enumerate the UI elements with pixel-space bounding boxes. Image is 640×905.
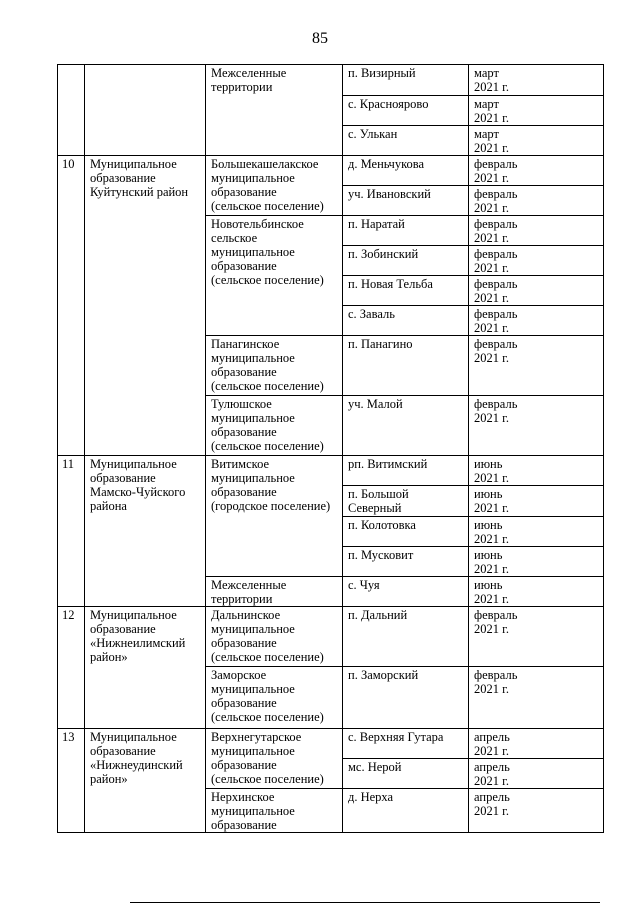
date-cell-line: 2021 г. (474, 774, 509, 788)
date-cell-line: 2021 г. (474, 351, 509, 365)
date-cell-line: июнь (474, 487, 503, 501)
row-number-cell: 13 (58, 729, 85, 833)
settlement-cell-line: с. Заваль (348, 307, 395, 321)
date-cell-line: апрель (474, 790, 510, 804)
date-cell (469, 517, 604, 547)
municipality-cell (85, 607, 206, 729)
date-cell-line: апрель (474, 760, 510, 774)
municipality-cell-line: «Нижнеудинский (90, 758, 183, 772)
municipality-cell-line: образование (90, 744, 156, 758)
settlement-cell (343, 517, 469, 547)
formation-cell-line: Панагинское (211, 337, 280, 351)
settlement-cell-line: п. Мусковит (348, 548, 414, 562)
municipality-cell-line: район» (90, 650, 128, 664)
formation-cell (206, 789, 343, 833)
table-row (58, 65, 604, 96)
settlement-cell-line: мс. Нерой (348, 760, 402, 774)
settlement-cell-line: с. Чуя (348, 578, 380, 592)
date-cell (469, 577, 604, 607)
formation-cell-line: Верхнегутарское (211, 730, 302, 744)
date-cell-line: март (474, 97, 499, 111)
settlement-cell (343, 96, 469, 126)
formation-cell (206, 65, 343, 156)
municipality-cell-line: Муниципальное (90, 157, 177, 171)
formation-cell-line: Дальнинское (211, 608, 281, 622)
date-cell (469, 216, 604, 246)
formation-cell (206, 396, 343, 456)
date-cell-line: 2021 г. (474, 291, 509, 305)
settlement-cell (343, 65, 469, 96)
formation-cell-line: Заморское (211, 668, 267, 682)
date-cell-line: июнь (474, 548, 503, 562)
settlement-cell-line: п. Большой (348, 487, 409, 501)
formation-cell-line: муниципальное (211, 171, 295, 185)
date-cell-line: 2021 г. (474, 171, 509, 185)
settlement-cell-line: п. Зобинский (348, 247, 419, 261)
table-row (58, 607, 604, 667)
date-cell (469, 96, 604, 126)
settlement-cell (343, 336, 469, 396)
formation-cell-line: территории (211, 592, 273, 606)
date-cell (469, 759, 604, 789)
municipality-cell-line: района (90, 499, 127, 513)
settlement-cell (343, 486, 469, 517)
formation-cell-line: (сельское поселение) (211, 273, 324, 287)
formation-cell (206, 729, 343, 789)
date-cell-line: 2021 г. (474, 411, 509, 425)
date-cell-line: июнь (474, 578, 503, 592)
formation-cell-line: муниципальное (211, 411, 295, 425)
formation-cell-line: Нерхинское (211, 790, 275, 804)
date-cell (469, 547, 604, 577)
formation-cell-line: (сельское поселение) (211, 650, 324, 664)
formation-cell-line: Тулюшское (211, 397, 272, 411)
formation-cell (206, 336, 343, 396)
date-cell-line: февраль (474, 608, 518, 622)
formation-cell-line: муниципальное (211, 622, 295, 636)
settlement-cell-line: уч. Ивановский (348, 187, 431, 201)
formation-cell-line: (сельское поселение) (211, 772, 324, 786)
date-cell (469, 729, 604, 759)
formation-cell-line: образование (211, 485, 277, 499)
settlement-cell (343, 306, 469, 336)
formation-cell-line: Витимское (211, 457, 270, 471)
municipality-cell-line: район» (90, 772, 128, 786)
date-cell (469, 156, 604, 186)
date-cell (469, 276, 604, 306)
formation-cell-line: образование (211, 259, 277, 273)
settlement-cell-line: рп. Витимский (348, 457, 428, 471)
municipality-cell-line: образование (90, 471, 156, 485)
formation-cell (206, 667, 343, 729)
formation-cell-line: муниципальное (211, 744, 295, 758)
date-cell-line: 2021 г. (474, 80, 509, 94)
date-cell-line: 2021 г. (474, 622, 509, 636)
settlement-cell (343, 759, 469, 789)
date-cell-line: 2021 г. (474, 141, 509, 155)
date-cell-line: март (474, 127, 499, 141)
date-cell-line: 2021 г. (474, 261, 509, 275)
date-cell (469, 126, 604, 156)
settlement-cell-line: с. Красноярово (348, 97, 429, 111)
settlement-cell-line: п. Наратай (348, 217, 405, 231)
row-number-cell (58, 65, 85, 156)
date-cell-line: июнь (474, 457, 503, 471)
date-cell-line: 2021 г. (474, 532, 509, 546)
municipality-cell-line: образование (90, 622, 156, 636)
date-cell-line: 2021 г. (474, 682, 509, 696)
formation-cell-line: Новотельбинское (211, 217, 304, 231)
municipality-cell (85, 65, 206, 156)
row-number-cell: 11 (58, 456, 85, 607)
formation-cell-line: (городское поселение) (211, 499, 331, 513)
date-cell-line: 2021 г. (474, 804, 509, 818)
date-cell-line: февраль (474, 397, 518, 411)
formation-cell-line: Большекашелакское (211, 157, 319, 171)
municipality-cell-line: Муниципальное (90, 608, 177, 622)
formation-cell-line: (сельское поселение) (211, 439, 324, 453)
date-cell-line: 2021 г. (474, 562, 509, 576)
date-cell-line: февраль (474, 217, 518, 231)
date-cell (469, 396, 604, 456)
settlement-cell-line: п. Дальний (348, 608, 408, 622)
settlement-cell-line: д. Меньчукова (348, 157, 425, 171)
date-cell-line: апрель (474, 730, 510, 744)
settlement-cell (343, 126, 469, 156)
date-cell-line: 2021 г. (474, 471, 509, 485)
date-cell-line: февраль (474, 668, 518, 682)
settlement-cell-line: п. Панагино (348, 337, 413, 351)
formation-cell-line: образование (211, 185, 277, 199)
formation-cell-line: (сельское поселение) (211, 199, 324, 213)
row-number-cell: 10 (58, 156, 85, 456)
settlement-cell (343, 607, 469, 667)
date-cell (469, 306, 604, 336)
date-cell-line: 2021 г. (474, 111, 509, 125)
date-cell (469, 336, 604, 396)
date-cell (469, 486, 604, 517)
formation-cell-line: муниципальное (211, 804, 295, 818)
municipality-cell-line: Муниципальное (90, 730, 177, 744)
settlement-cell (343, 396, 469, 456)
formation-cell-line: образование (211, 365, 277, 379)
date-cell-line: февраль (474, 337, 518, 351)
municipality-cell-line: Куйтунский район (90, 185, 189, 199)
date-cell (469, 65, 604, 96)
settlement-cell (343, 577, 469, 607)
table-row (58, 729, 604, 759)
settlement-cell (343, 667, 469, 729)
date-cell (469, 789, 604, 833)
settlement-cell-line: п. Визирный (348, 66, 416, 80)
settlement-cell (343, 789, 469, 833)
date-cell (469, 667, 604, 729)
date-cell-line: июнь (474, 518, 503, 532)
formation-cell-line: (сельское поселение) (211, 710, 324, 724)
formation-cell-line: образование (211, 696, 277, 710)
date-cell (469, 456, 604, 486)
settlement-cell-line: п. Заморский (348, 668, 419, 682)
date-cell (469, 607, 604, 667)
page-number: 85 (312, 30, 328, 47)
settlement-cell (343, 729, 469, 759)
settlement-cell-line: уч. Малой (348, 397, 403, 411)
date-cell-line: 2021 г. (474, 321, 509, 335)
municipality-cell (85, 729, 206, 833)
settlement-cell-line: п. Колотовка (348, 518, 416, 532)
formation-cell-line: образование (211, 636, 277, 650)
settlement-cell (343, 246, 469, 276)
date-cell-line: 2021 г. (474, 231, 509, 245)
municipality-cell-line: Мамско-Чуйского (90, 485, 186, 499)
settlement-cell (343, 216, 469, 246)
formation-cell-line: муниципальное (211, 682, 295, 696)
formation-cell-line: муниципальное (211, 471, 295, 485)
formation-cell (206, 216, 343, 336)
formation-cell-line: Межселенные (211, 66, 287, 80)
municipality-cell (85, 456, 206, 607)
settlements-table (57, 64, 604, 833)
formation-cell-line: муниципальное (211, 245, 295, 259)
formation-cell (206, 156, 343, 216)
row-number-cell: 12 (58, 607, 85, 729)
formation-cell-line: образование (211, 425, 277, 439)
date-cell-line: 2021 г. (474, 744, 509, 758)
formation-cell-line: (сельское поселение) (211, 379, 324, 393)
date-cell-line: 2021 г. (474, 501, 509, 515)
table-row (58, 456, 604, 486)
settlement-cell-line: п. Новая Тельба (348, 277, 433, 291)
date-cell-line: 2021 г. (474, 592, 509, 606)
settlement-cell (343, 276, 469, 306)
date-cell-line: февраль (474, 247, 518, 261)
formation-cell-line: сельское (211, 231, 258, 245)
settlement-cell-line: Северный (348, 501, 402, 515)
date-cell-line: 2021 г. (474, 201, 509, 215)
municipality-cell (85, 156, 206, 456)
municipality-cell-line: образование (90, 171, 156, 185)
date-cell (469, 186, 604, 216)
settlement-cell-line: с. Улькан (348, 127, 398, 141)
date-cell-line: февраль (474, 187, 518, 201)
settlement-cell-line: с. Верхняя Гутара (348, 730, 444, 744)
settlement-cell (343, 456, 469, 486)
date-cell-line: февраль (474, 277, 518, 291)
date-cell-line: февраль (474, 157, 518, 171)
date-cell (469, 246, 604, 276)
municipality-cell-line: Муниципальное (90, 457, 177, 471)
formation-cell (206, 577, 343, 607)
scan-edge-line (130, 902, 600, 903)
date-cell-line: февраль (474, 307, 518, 321)
settlement-cell (343, 186, 469, 216)
municipality-cell-line: «Нижнеилимский (90, 636, 186, 650)
formation-cell-line: Межселенные (211, 578, 287, 592)
formation-cell (206, 607, 343, 667)
settlement-cell (343, 156, 469, 186)
formation-cell-line: образование (211, 758, 277, 772)
date-cell-line: март (474, 66, 499, 80)
settlement-cell (343, 547, 469, 577)
table-row (58, 156, 604, 186)
settlement-cell-line: д. Нерха (348, 790, 394, 804)
formation-cell-line: образование (211, 818, 277, 832)
formation-cell-line: территории (211, 80, 273, 94)
formation-cell-line: муниципальное (211, 351, 295, 365)
formation-cell (206, 456, 343, 577)
